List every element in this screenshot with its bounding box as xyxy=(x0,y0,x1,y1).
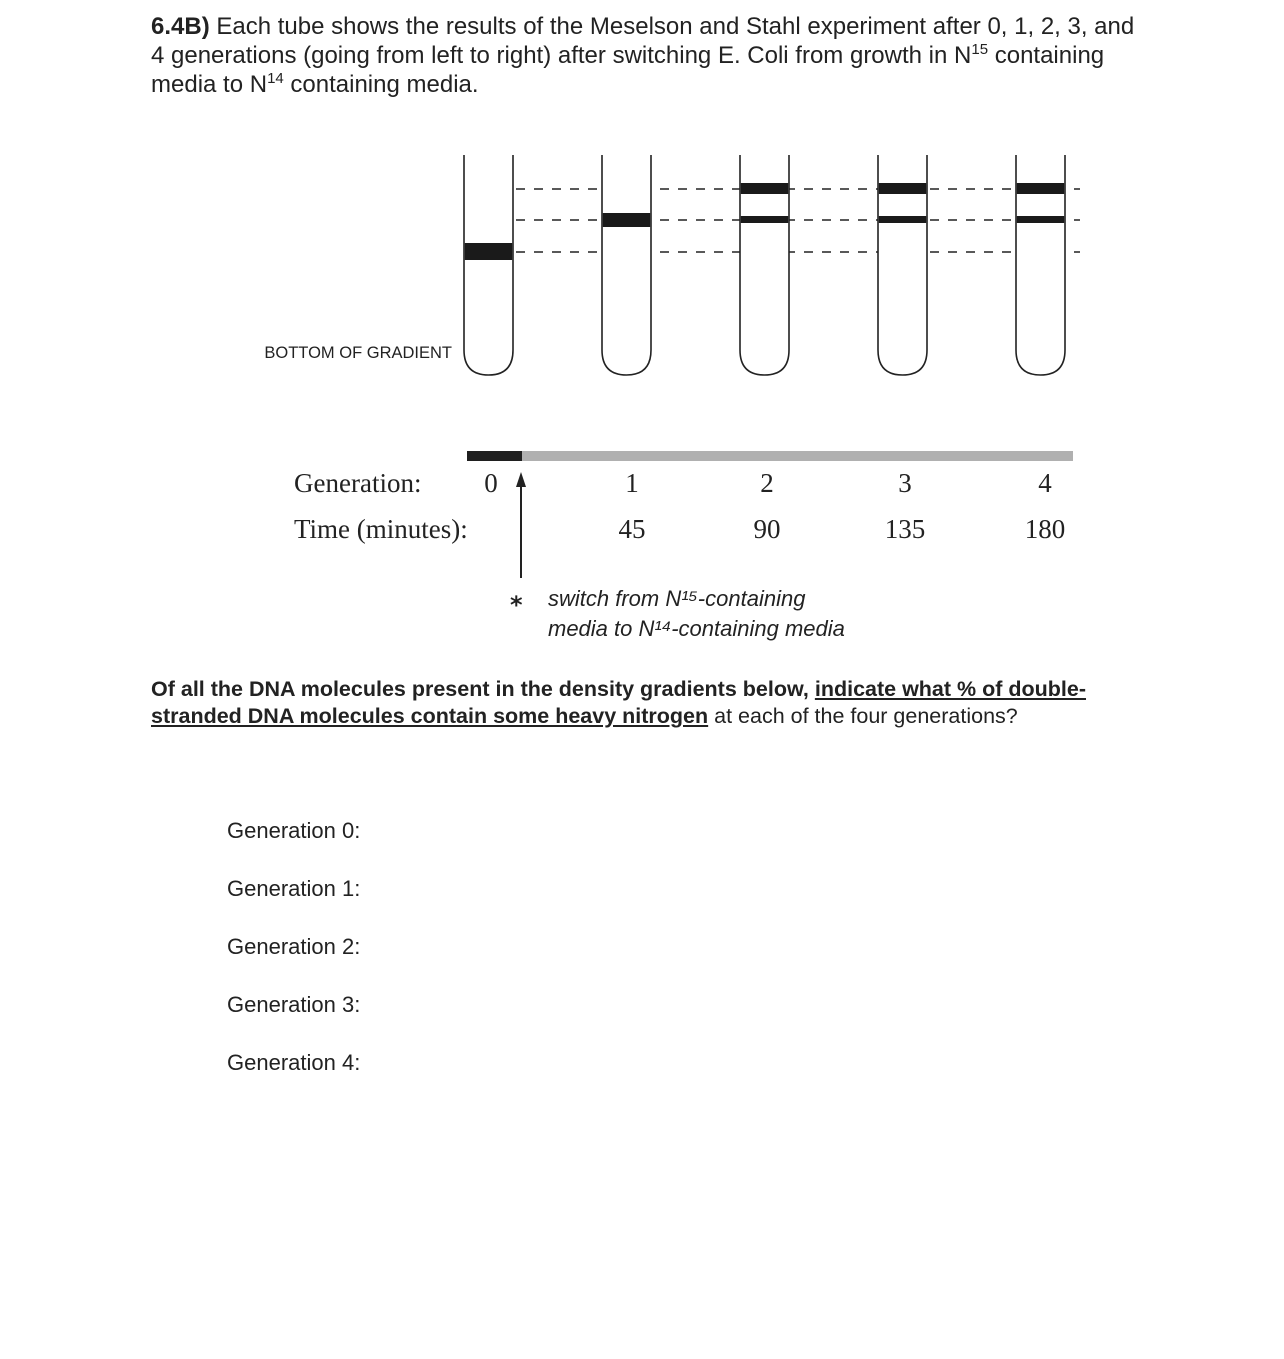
band-hybrid-gen-2 xyxy=(741,216,788,223)
generation-3-label: 3 xyxy=(898,468,912,498)
prompt-underlined-instruction: indicate what % of double-stranded DNA molecules contain some heavy nitrogen xyxy=(151,677,1087,728)
band-hybrid-gen-1 xyxy=(603,213,650,227)
band-hybrid-gen-4 xyxy=(1017,216,1064,223)
generation-labels xyxy=(625,468,1052,498)
time-label: Time (minutes): xyxy=(294,514,468,544)
generation-1-label: 1 xyxy=(625,468,639,498)
switch-caption-line2: media to N¹⁴-containing media xyxy=(548,616,845,641)
band-guide-lines xyxy=(516,189,1080,252)
switch-caption-line1: switch from N¹⁵-containing xyxy=(548,586,806,611)
question-number: 6.4B) xyxy=(151,13,210,40)
answer-list xyxy=(227,812,360,1102)
time-45-label: 45 xyxy=(618,514,646,544)
time-90-label: 90 xyxy=(753,514,781,544)
generation-label: Generation: xyxy=(294,468,422,498)
generation-4-label: 4 xyxy=(1038,468,1052,498)
band-light-gen-4 xyxy=(1017,183,1064,194)
tube-gen-0 xyxy=(464,155,513,375)
question-header: 6.4B) Each tube shows the results of the Meselson and Stahl experiment after 0, 1, 2, 3, and 4 generations (going from left to right) after switching E. Coli from growth in $N^{15}$ containing media to $N^{14}$ containing media. xyxy=(151,13,1135,98)
band-light-gen-3 xyxy=(879,183,926,194)
question-prompt: Of all the DNA molecules present in the density gradients below, indicate what % of double-stranded DNA molecules contain some heavy nitrogen at each of the four generations? xyxy=(151,677,1087,728)
generation-2-label: 2 xyxy=(760,468,774,498)
switch-star: * xyxy=(510,591,523,619)
tube-gen-1 xyxy=(602,155,651,375)
tubes-group xyxy=(464,155,1065,375)
time-labels xyxy=(619,514,1066,544)
answer-generation-4[interactable]: Generation 4: xyxy=(227,1050,361,1075)
answer-generation-0[interactable]: Generation 0: xyxy=(227,818,361,843)
answer-generation-2[interactable]: Generation 2: xyxy=(227,934,361,959)
time-180-label: 180 xyxy=(1024,514,1066,544)
band-heavy-gen-0 xyxy=(465,243,512,260)
answer-generation-1[interactable]: Generation 1: xyxy=(227,876,361,901)
answer-generation-3[interactable]: Generation 3: xyxy=(227,992,361,1017)
timeline-light-segment xyxy=(521,451,1073,461)
generation-zero-label: 0 xyxy=(484,468,498,498)
timeline-dark-segment xyxy=(467,451,522,461)
switch-arrow-head xyxy=(516,472,526,487)
time-135-label: 135 xyxy=(884,514,926,544)
band-light-gen-2 xyxy=(741,183,788,194)
bottom-of-gradient-label: BOTTOM OF GRADIENT xyxy=(264,344,452,362)
meselson-stahl-figure xyxy=(0,130,1284,650)
band-hybrid-gen-3 xyxy=(879,216,926,223)
